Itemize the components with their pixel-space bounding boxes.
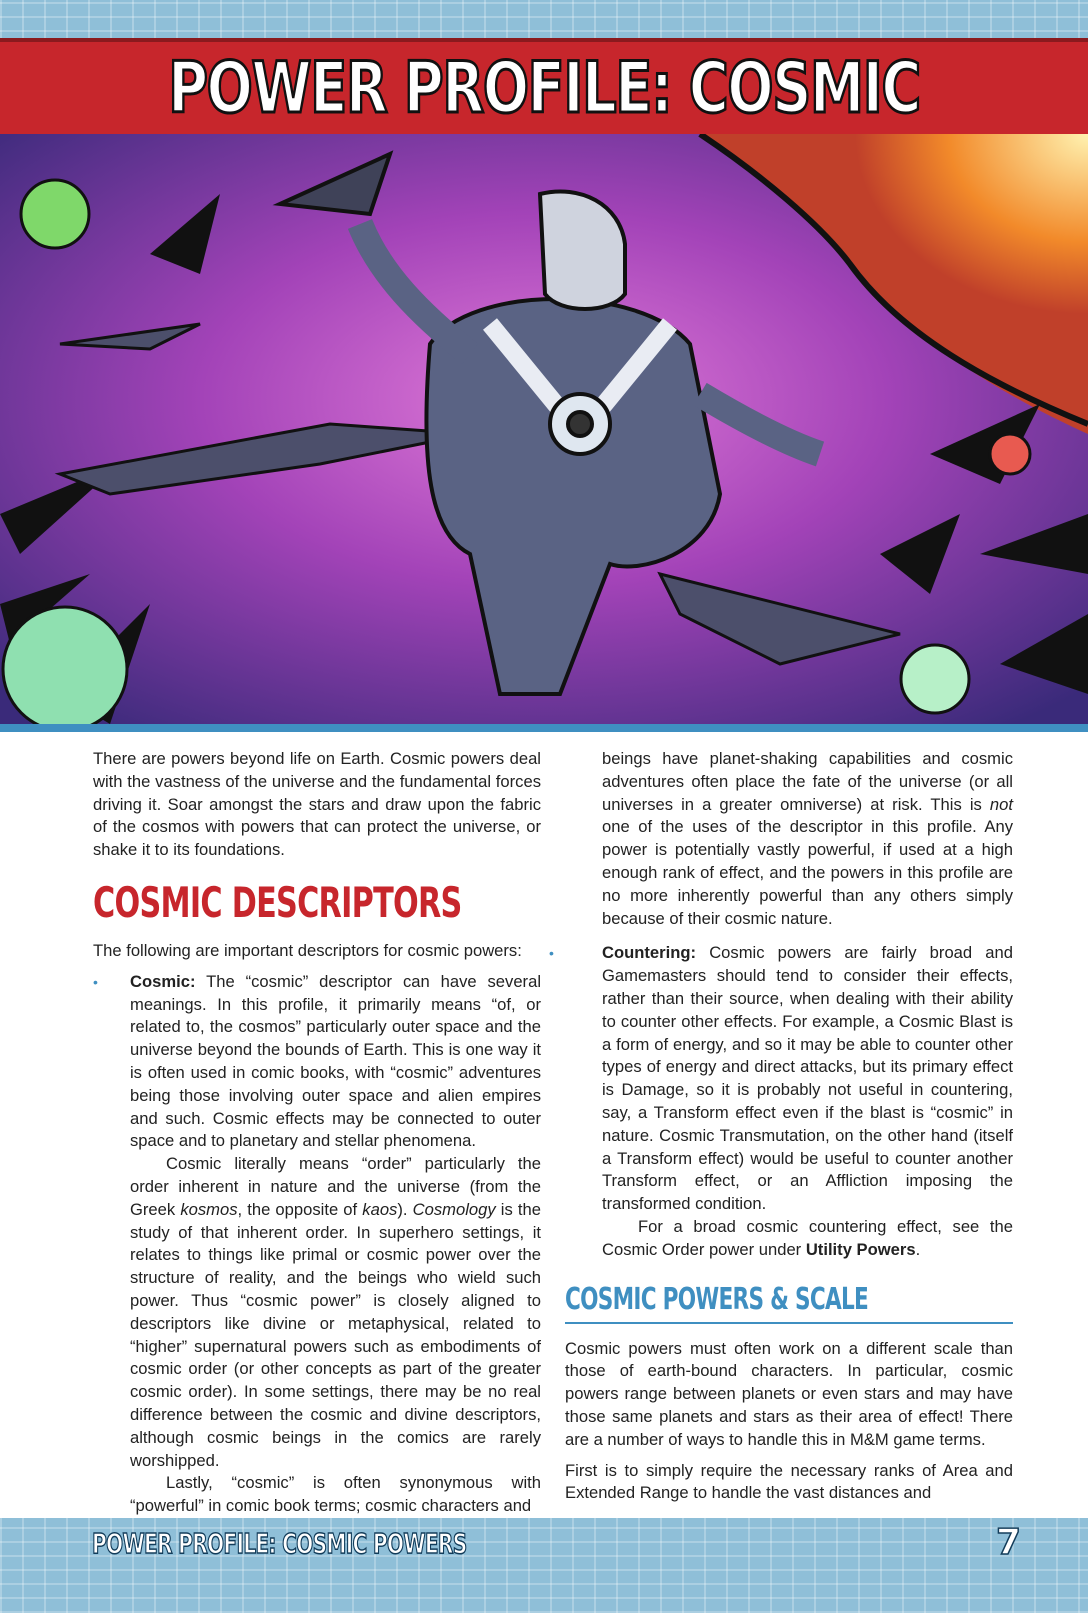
countering-paragraph: For a broad cosmic countering effect, see the Cosmic Order power under Utility Powers. [602, 1216, 1013, 1259]
utility-powers-reference: Utility Powers [805, 1239, 916, 1259]
hero-divider [0, 724, 1088, 732]
left-column [93, 748, 541, 1526]
bullet-cosmic [93, 971, 541, 1518]
intro-paragraph: There are powers beyond life on Earth. Cosmic powers deal with the vastness of the universe and the fundamental forces driving it. Soar amongst the stars and draw upon the fabric of the cosmos with powers that can protect the universe, or shake it to its foundations. [93, 749, 541, 860]
heading-rule [565, 1322, 1013, 1324]
cosmic-descriptors-heading: COSMIC DESCRIPTORS [93, 877, 462, 927]
page-number: 7 [996, 1522, 1022, 1563]
bullet-term: Cosmic: [130, 971, 196, 991]
bullet-countering [549, 942, 1013, 1261]
continued-paragraph: beings have planet-shaking capabilities and cosmic adventures often place the fate of the universe (or all universes in a greater omniverse) at risk. This is not one of the uses of the descriptor in this profile. Any power is potentially vastly powerful, if used at a high enough rank of effect, and the powers in this profile are no more inherently powerful than any others simply because of their cosmic nature. [602, 749, 1013, 928]
bullet-text: The “cosmic” descriptor can have several meanings. In this profile, it primarily means “of, or related to, the cosmos” particularly outer space and the universe beyond the bounds of Earth. This is one way it is often used in comic books, with “cosmic” adventures being those involving outer space and alien empires and such. Cosmic effects may be connected to outer space and to planetary and stellar phenomena. [130, 971, 542, 1151]
powerful-paragraph: Lastly, “cosmic” is often synonymous with “powerful” in comic book terms; cosmic characters and [130, 1473, 541, 1516]
bullet-cosmic-continued [565, 748, 1013, 930]
footer-label: POWER PROFILE: COSMIC POWERS [92, 1527, 467, 1560]
cosmic-order-paragraph: Cosmic literally means “order” particularly the order inherent in nature and the universe (from the Greek kosmos, the opposite of kaos). Cosmology is the study of that inherent order. In superhero settings, it relates to things like primal or cosmic power over the structure of reality, and the beings who wield such power. Thus “cosmic power” is closely aligned to descriptors like divine or metaphysical, related to “higher” supernatural powers such as embodiments of cosmic order (or other concepts as part of the greater cosmic order). In some settings, there may be no real difference between the cosmic and divine descriptors, although cosmic beings in the comics are rarely worshipped. [130, 1154, 541, 1470]
cosmic-powers-scale-heading: COSMIC POWERS & SCALE [565, 1281, 869, 1317]
hero-illustration [0, 134, 1088, 724]
bullet-dot-icon: • [93, 973, 98, 990]
bullet-term: Countering: [602, 943, 697, 963]
scale-paragraph-2: First is to simply require the necessary ranks of Area and Extended Range to handle the vast distances and [565, 1460, 1013, 1503]
page-title: POWER PROFILE: COSMIC [168, 47, 920, 129]
scale-paragraph-1: Cosmic powers must often work on a different scale than those of earth-bound characters. In particular, cosmic powers range between planets or even stars and may have those same planets and stars as their area of effect! There are a number of ways to handle this in M&M game terms. [565, 1338, 1013, 1449]
descriptors-lead: The following are important descriptors for cosmic powers: [93, 940, 522, 960]
bullet-dot-icon: • [549, 945, 554, 962]
bullet-text: Cosmic powers are fairly broad and Gamemasters should tend to consider their effects, rather than their source, when dealing with their ability to counter other effects. For example, a Cosmic Blast is a form of energy, and so it may be able to counter other types of energy and direct attacks, but its primary effect is Damage, so it is probably not useful in countering, say, a Transform effect even if the blast is “cosmic” in nature. Cosmic Transmutation, on the other hand (itself a Transform effect) would be useful to counter another Transform effect, or an Affliction imposing the transformed condition. [602, 943, 1013, 1214]
right-column [549, 748, 1013, 1513]
